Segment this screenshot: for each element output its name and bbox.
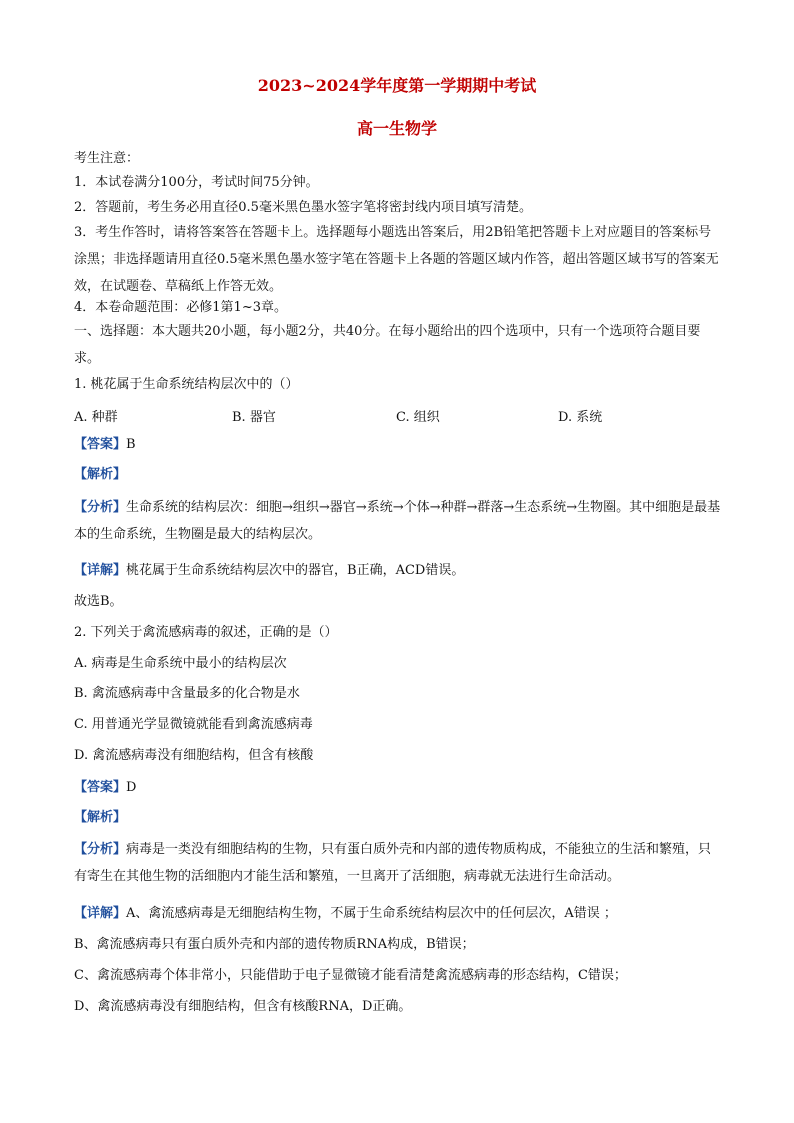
section-heading: 一、选择题：本大题共20小题，每小题2分，共40分。在每小题给出的四个选项中，只有一个选项符合题目要求。 (74, 324, 701, 366)
analysis-label: 【解析】 (74, 810, 127, 825)
note-item-3: 3．考生作答时，请将答案答在答题卡上。选择题每小题选出答案后，用2B铅笔把答题卡上对应题目的答案标号涂黑；非选择题请用直径0.5毫米黑色墨水签字笔在答题卡上各题的答题区域内作答，超出答题区域书写的答案无效，在试题卷、草稿纸上作答无效。 (74, 225, 719, 294)
analysis-label: 【解析】 (74, 467, 127, 482)
answer-value: D (126, 780, 137, 795)
note-item-4: 4．本卷命题范围：必修1第1~3章。 (74, 300, 287, 315)
question-2-xiangjie (74, 906, 724, 922)
question-1-conclusion: 故选B。 (74, 594, 123, 609)
question-1-option-d: D. 系统 (558, 410, 603, 425)
question-2-analysis-label (74, 810, 724, 826)
question-2-detail-c: C、禽流感病毒个体非常小，只能借助于电子显微镜才能看清楚禽流感病毒的形态结构，C错误； (74, 968, 627, 983)
xiangjie-text: 桃花属于生命系统结构层次中的器官，B正确，ACD错误。 (126, 563, 465, 578)
question-1-fenxi (74, 494, 724, 548)
question-2-option-c: C. 用普通光学显微镜就能看到禽流感病毒 (74, 717, 313, 732)
notes-heading: 考生注意： (74, 151, 140, 166)
note-item-1: 1．本试卷满分100分，考试时间75分钟。 (74, 175, 319, 190)
question-1-option-a: A. 种群 (74, 410, 118, 425)
exam-title: 2023~2024学年度第一学期期中考试 (257, 76, 537, 95)
question-2-answer (74, 780, 724, 796)
fenxi-text: 病毒是一类没有细胞结构的生物，只有蛋白质外壳和内部的遗传物质构成，不能独立的生活和繁殖，只有寄生在其他生物的活细胞内才能生活和繁殖，一旦离开了活细胞，病毒就无法进行生命活动。 (74, 842, 712, 884)
question-1-option-c: C. 组织 (396, 410, 440, 425)
question-1-answer (74, 437, 724, 453)
xiangjie-label: 【详解】 (74, 906, 127, 921)
question-1-stem: 1. 桃花属于生命系统结构层次中的（） (74, 377, 299, 392)
fenxi-label: 【分析】 (74, 842, 127, 857)
question-2-option-a: A. 病毒是生命系统中最小的结构层次 (74, 656, 287, 671)
question-2-option-b: B. 禽流感病毒中含量最多的化合物是水 (74, 686, 300, 701)
answer-label: 【答案】 (74, 780, 127, 795)
question-2-detail-d: D、禽流感病毒没有细胞结构，但含有核酸RNA，D正确。 (74, 999, 412, 1014)
question-2-option-d: D. 禽流感病毒没有细胞结构，但含有核酸 (74, 748, 314, 763)
question-1-analysis-label (74, 467, 724, 483)
question-2-stem: 2. 下列关于禽流感病毒的叙述，正确的是（） (74, 625, 338, 640)
answer-label: 【答案】 (74, 437, 127, 452)
exam-subject: 高一生物学 (356, 119, 437, 138)
xiangjie-text: A、禽流感病毒是无细胞结构生物，不属于生命系统结构层次中的任何层次，A错误 ； (126, 906, 617, 921)
question-2-fenxi (74, 836, 724, 890)
question-2-detail-b: B、禽流感病毒只有蛋白质外壳和内部的遗传物质RNA构成，B错误； (74, 937, 475, 952)
question-1-option-b: B. 器官 (232, 410, 276, 425)
question-1-xiangjie (74, 563, 724, 579)
note-item-2: 2．答题前，考生务必用直径0.5毫米黑色墨水签字笔将密封线内项目填写清楚。 (74, 200, 532, 215)
fenxi-label: 【分析】 (74, 500, 127, 515)
xiangjie-label: 【详解】 (74, 563, 127, 578)
answer-value: B (126, 437, 136, 452)
question-1-options (74, 406, 724, 425)
fenxi-text: 生命系统的结构层次：细胞→组织→器官→系统→个体→种群→群落→生态系统→生物圈。其中细胞是最基本的生命系统，生物圈是最大的结构层次。 (74, 500, 721, 542)
